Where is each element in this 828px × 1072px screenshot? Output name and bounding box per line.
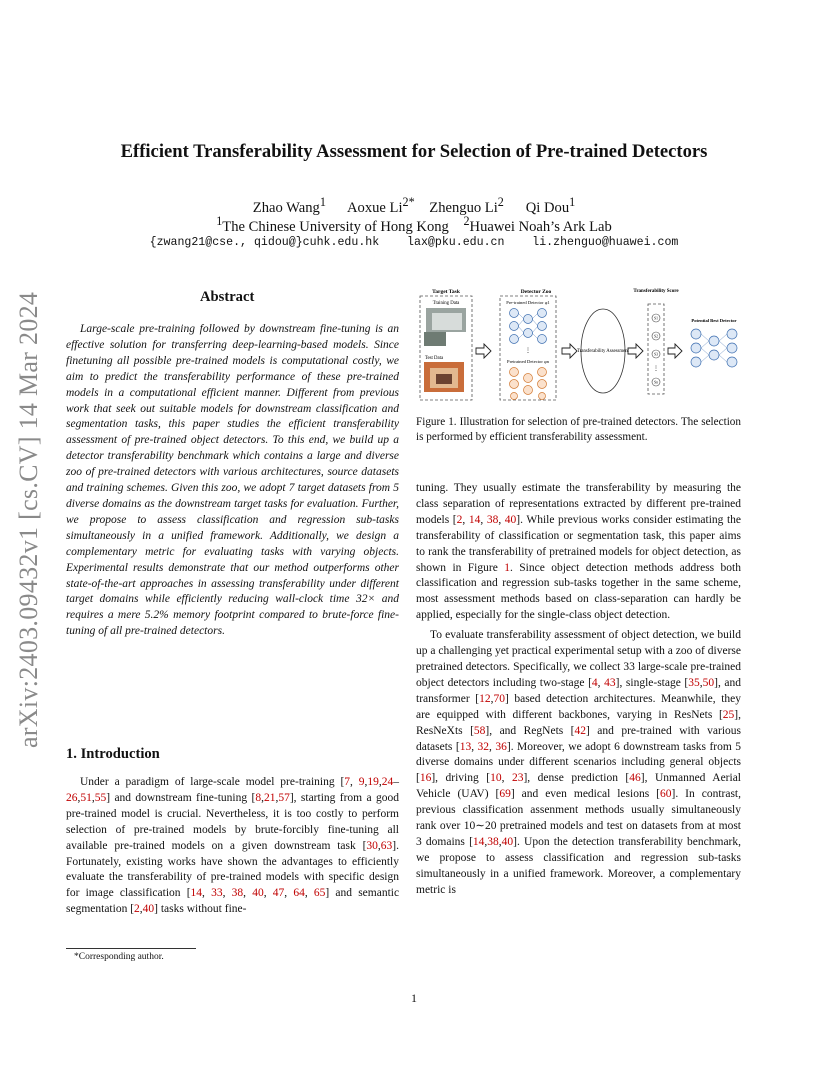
text-run: , xyxy=(364,776,368,788)
citation-link[interactable]: 14 xyxy=(190,887,203,900)
arrow-icon xyxy=(562,344,577,358)
citation-link[interactable]: 26 xyxy=(66,791,78,804)
text-run: , xyxy=(261,791,264,804)
citation-link[interactable]: 25 xyxy=(722,708,735,721)
fig-test-data-label: Test Data xyxy=(424,356,444,361)
citation-link[interactable]: 43 xyxy=(604,676,616,689)
citation-link[interactable]: 46 xyxy=(629,772,641,785)
score-label: S3 xyxy=(654,352,658,357)
text-run: , xyxy=(263,887,273,900)
text-run: ], ResNeXts [ xyxy=(416,708,741,737)
text-run: , xyxy=(275,791,279,804)
citation-link[interactable]: 57 xyxy=(278,791,290,804)
section-heading-introduction: 1. Introduction xyxy=(66,746,160,762)
text-run: ] and downstream fine-tuning [ xyxy=(106,791,256,804)
affiliation: The Chinese University of Hong Kong xyxy=(222,218,449,235)
text-run: , xyxy=(350,776,359,788)
citation-link[interactable]: 40 xyxy=(142,903,155,916)
citation-link[interactable]: 50 xyxy=(702,676,715,689)
text-run: ]. Upon the detection transferability benchmark, we propose to assess classification and regression sub-tasks simultaneously in a unified framework. Moreover, a complementary metric is xyxy=(416,835,741,896)
text-run: ], and RegNets [ xyxy=(485,724,575,737)
author-name: Aoxue Li xyxy=(347,199,403,216)
author-mark: 1 xyxy=(319,195,326,209)
fig-assessment-label: Transferability Assessment xyxy=(577,349,629,354)
citation-link[interactable]: 51 xyxy=(80,791,92,804)
intro-paragraph xyxy=(66,775,399,918)
citation-link[interactable]: 21 xyxy=(263,791,276,804)
body-paragraph xyxy=(416,628,741,898)
text-run: , xyxy=(378,776,382,788)
citation-link[interactable]: 14 xyxy=(468,513,481,526)
citation-link[interactable]: 32 xyxy=(477,740,490,753)
citation-link[interactable]: 40 xyxy=(504,513,517,526)
text-run: ], dense prediction [ xyxy=(523,772,630,785)
fig-test-image xyxy=(436,374,452,384)
citation-link[interactable]: 7 xyxy=(344,776,351,788)
paper-title: Efficient Transferability Assessment for Selection of Pre-trained Detectors xyxy=(120,141,708,162)
citation-link[interactable]: 2 xyxy=(134,903,140,916)
figure-caption: Figure 1. Illustration for selection of pre-trained detectors. The selection is performed by efficient transferability assessment. xyxy=(416,416,741,443)
text-run: – xyxy=(393,776,400,788)
network-best-icon xyxy=(691,329,737,367)
citation-link[interactable]: 16 xyxy=(419,772,432,785)
text-run: ]. Moreover, we adopt 6 downstream tasks from 5 diverse domains under different scenarios including general objects [ xyxy=(416,740,742,785)
text-run: ], starting from a good pre-trained model is crucial. Nevertheless, it is too costly to perform selection of pre-trained models by brute-forcibly fine-tuning all available pre-trained models on a given downstream task [ xyxy=(66,791,399,852)
citation-link[interactable]: 60 xyxy=(660,788,672,801)
citation-link[interactable]: 65 xyxy=(313,887,326,900)
text-run: ] tasks without fine- xyxy=(154,903,247,916)
text-run: , xyxy=(597,676,605,689)
affiliation: Huawei Noah’s Ark Lab xyxy=(469,218,612,235)
citation-link[interactable]: 8 xyxy=(255,791,262,804)
citation-link[interactable]: 1 xyxy=(504,561,510,574)
citation-link[interactable]: 38 xyxy=(487,835,499,848)
text-run: ]. While previous works consider estimating the transferability of classification or segmentation task, this paper aims to rank the transferability of pretrained models for object detection, as shown in Figure xyxy=(416,513,742,574)
fig-best-detector-label: Potential Best Detector xyxy=(691,318,737,323)
score-label: S2 xyxy=(654,334,658,339)
citation-link[interactable]: 24 xyxy=(381,776,394,788)
arxiv-stamp: arXiv:2403.09432v1 [cs.CV] 14 Mar 2024 xyxy=(14,291,43,749)
citation-link[interactable]: 40 xyxy=(252,887,264,900)
citation-link[interactable]: 63 xyxy=(380,839,393,852)
figure-1 xyxy=(416,286,741,406)
text-run: ], Unmanned Aerial Vehicle (UAV) [ xyxy=(416,772,742,801)
citation-link[interactable]: 13 xyxy=(459,740,472,753)
text-run: , xyxy=(489,740,496,753)
citation-link[interactable]: 55 xyxy=(94,791,107,804)
affil-mark: 2 xyxy=(463,214,470,228)
text-run: , xyxy=(202,887,212,900)
text-run: ] and even medical lesions [ xyxy=(510,788,660,801)
network-blue-icon xyxy=(510,309,547,344)
author-name: Qi Dou xyxy=(525,199,570,216)
author-mark: 1 xyxy=(569,195,576,209)
text-run: , xyxy=(243,887,253,900)
fig-col-detector-zoo: Detector Zoo xyxy=(520,289,552,295)
arrow-icon xyxy=(628,344,643,358)
text-run: , xyxy=(498,513,505,526)
text-run: ]. In contrast, previous classification assenment methods usually simultaneously rank over 10∼20 pretrained models and test on datasets from at most 3 domains [ xyxy=(416,788,741,848)
citation-link[interactable]: 38 xyxy=(486,513,499,526)
text-run: . Since object detection methods address both classification and regression sub-tasks together in the same scheme, most assessment methods based on class-separation can hardly be applied, especially for the single-class object detection. xyxy=(416,561,742,622)
text-run: , xyxy=(699,676,703,689)
score-label: S1 xyxy=(654,316,658,321)
citation-link[interactable]: 10 xyxy=(490,772,502,785)
fig-pretrained-n-label: Pretrained Detector φn xyxy=(507,359,549,364)
text-run: , xyxy=(462,513,469,526)
network-orange-icon xyxy=(510,368,547,400)
text-run: ] and semantic segmentation [ xyxy=(66,887,400,916)
text-run: , xyxy=(490,692,494,705)
fig-training-data-label: Training Data xyxy=(432,301,460,306)
author-emails: {zwang21@cse., qidou@}cuhk.edu.hk lax@pku.edu.cn li.zhenguo@huawei.com xyxy=(149,236,679,249)
fig-pretrained-1-label: Pre-trained Detector φ1 xyxy=(506,300,550,305)
abstract-text: Large-scale pre-training followed by downstream fine-tuning is an effective solution for transferring deep-learning-based models. Since finetuning all possible pre-trained models is computational costly, we aim to predict the transferability performance of these pre-trained models in a computational efficient manner. Different from previous work that seek out suitable models for downstream classification and segmentation tasks, this paper studies the efficient transferability assessment of pre-trained object detectors. To this end, we build up a detector transferability benchmark which contains a large and diverse zoo of pre-trained detectors with various architectures, source datasets and training schemes. Given this zoo, we adopt 7 target datasets from 5 diverse domains as the downstream target tasks for evaluation. Further, we propose to assess classification and regression sub-tasks simultaneously in a unified framework. Additionally, we design a complementary metric for evaluating tasks with varying objects. Experimental results demonstrate that our method outperforms other state-of-the-art approaches in assessing transferability under different target domains while efficiently reducing wall-clock time 32× and requires a mere 5.2% memory footprint compared to brute-force fine-tuning of all pre-trained detectors. xyxy=(66,323,399,638)
citation-link[interactable]: 70 xyxy=(493,692,505,705)
fig-col-target-task: Target Task xyxy=(432,289,460,295)
affiliations xyxy=(60,214,768,236)
text-run: ], driving [ xyxy=(431,772,491,785)
text-run: , xyxy=(501,772,512,785)
text-run: ] and pre-trained with various datasets [ xyxy=(416,724,741,753)
text-run: , xyxy=(484,835,488,848)
arrow-icon xyxy=(668,344,682,358)
fig-col-score: Transferability Score xyxy=(633,289,679,294)
text-run: ], single-stage [ xyxy=(615,676,689,689)
citation-link[interactable]: 40 xyxy=(501,835,514,848)
citation-link[interactable]: 30 xyxy=(366,839,378,852)
text-run: Under a paradigm of large-scale model pre-training [ xyxy=(80,776,345,788)
text-run: tuning. They usually estimate the transferability by measuring the class separation of representations extracted by different pre-trained models [ xyxy=(416,482,741,526)
text-run: , xyxy=(480,513,487,526)
score-circles xyxy=(652,314,660,386)
citation-link[interactable]: 38 xyxy=(231,887,244,900)
fig-training-image xyxy=(432,313,462,330)
arrow-icon xyxy=(476,344,491,358)
citation-link[interactable]: 9 xyxy=(358,776,365,788)
citation-link[interactable]: 14 xyxy=(472,835,485,848)
citation-link[interactable]: 23 xyxy=(511,772,524,785)
text-run: ]. Fortunately, existing works have shown the advantages to efficiently evaluate the transferability of pre-trained models with specific design for image classification [ xyxy=(66,839,399,900)
body-paragraph xyxy=(416,481,741,624)
footnote: *Corresponding author. xyxy=(74,952,164,962)
citation-link[interactable]: 35 xyxy=(688,676,700,689)
citation-link[interactable]: 42 xyxy=(574,724,587,737)
citation-link[interactable]: 69 xyxy=(499,788,511,801)
text-run: , xyxy=(377,839,381,852)
citation-link[interactable]: 47 xyxy=(272,887,285,900)
text-run: , xyxy=(91,791,95,804)
text-run: , xyxy=(284,887,294,900)
abstract-heading: Abstract xyxy=(200,289,255,305)
text-run: , xyxy=(222,887,232,900)
citation-link[interactable]: 2 xyxy=(456,513,463,526)
text-run: ] based detection architectures. Meanwhile, they are equipped with different backbones, varying in ResNets [ xyxy=(416,692,741,721)
text-run: To evaluate transferability assessment of object detection, we build up a challenging yet practical experimental setup with a zoo of diverse pretrained detectors. Specifically, we collect 33 large-scale pre-trained object detectors including two-stage [ xyxy=(416,629,741,689)
footnote-rule xyxy=(66,948,196,949)
text-run: , xyxy=(77,791,81,804)
author-name: Zhao Wang xyxy=(252,199,320,216)
citation-link[interactable]: 64 xyxy=(293,887,305,900)
citation-link[interactable]: 12 xyxy=(479,692,491,705)
text-run: ], and transformer [ xyxy=(416,676,741,705)
page-number: 1 xyxy=(411,991,417,1005)
text-run: , xyxy=(139,903,143,916)
citation-link[interactable]: 36 xyxy=(495,740,507,753)
fig-training-image xyxy=(424,332,446,346)
citation-link[interactable]: 19 xyxy=(367,776,379,788)
right-column-text xyxy=(416,481,741,899)
text-run: , xyxy=(471,740,478,753)
fig-ellipsis: ⋮ xyxy=(525,348,531,354)
text-run: , xyxy=(498,835,502,848)
citation-link[interactable]: 33 xyxy=(211,887,223,900)
text-run: , xyxy=(304,887,314,900)
author-name: Zhenguo Li xyxy=(429,199,498,216)
author-mark: 2 xyxy=(497,195,504,209)
score-label: Sn xyxy=(654,380,658,385)
affil-mark: 1 xyxy=(216,214,223,228)
citation-link[interactable]: 58 xyxy=(473,724,486,737)
citation-link[interactable]: 4 xyxy=(591,676,598,689)
author-mark: 2* xyxy=(402,195,415,209)
fig-ellipsis: ⋮ xyxy=(653,366,659,372)
